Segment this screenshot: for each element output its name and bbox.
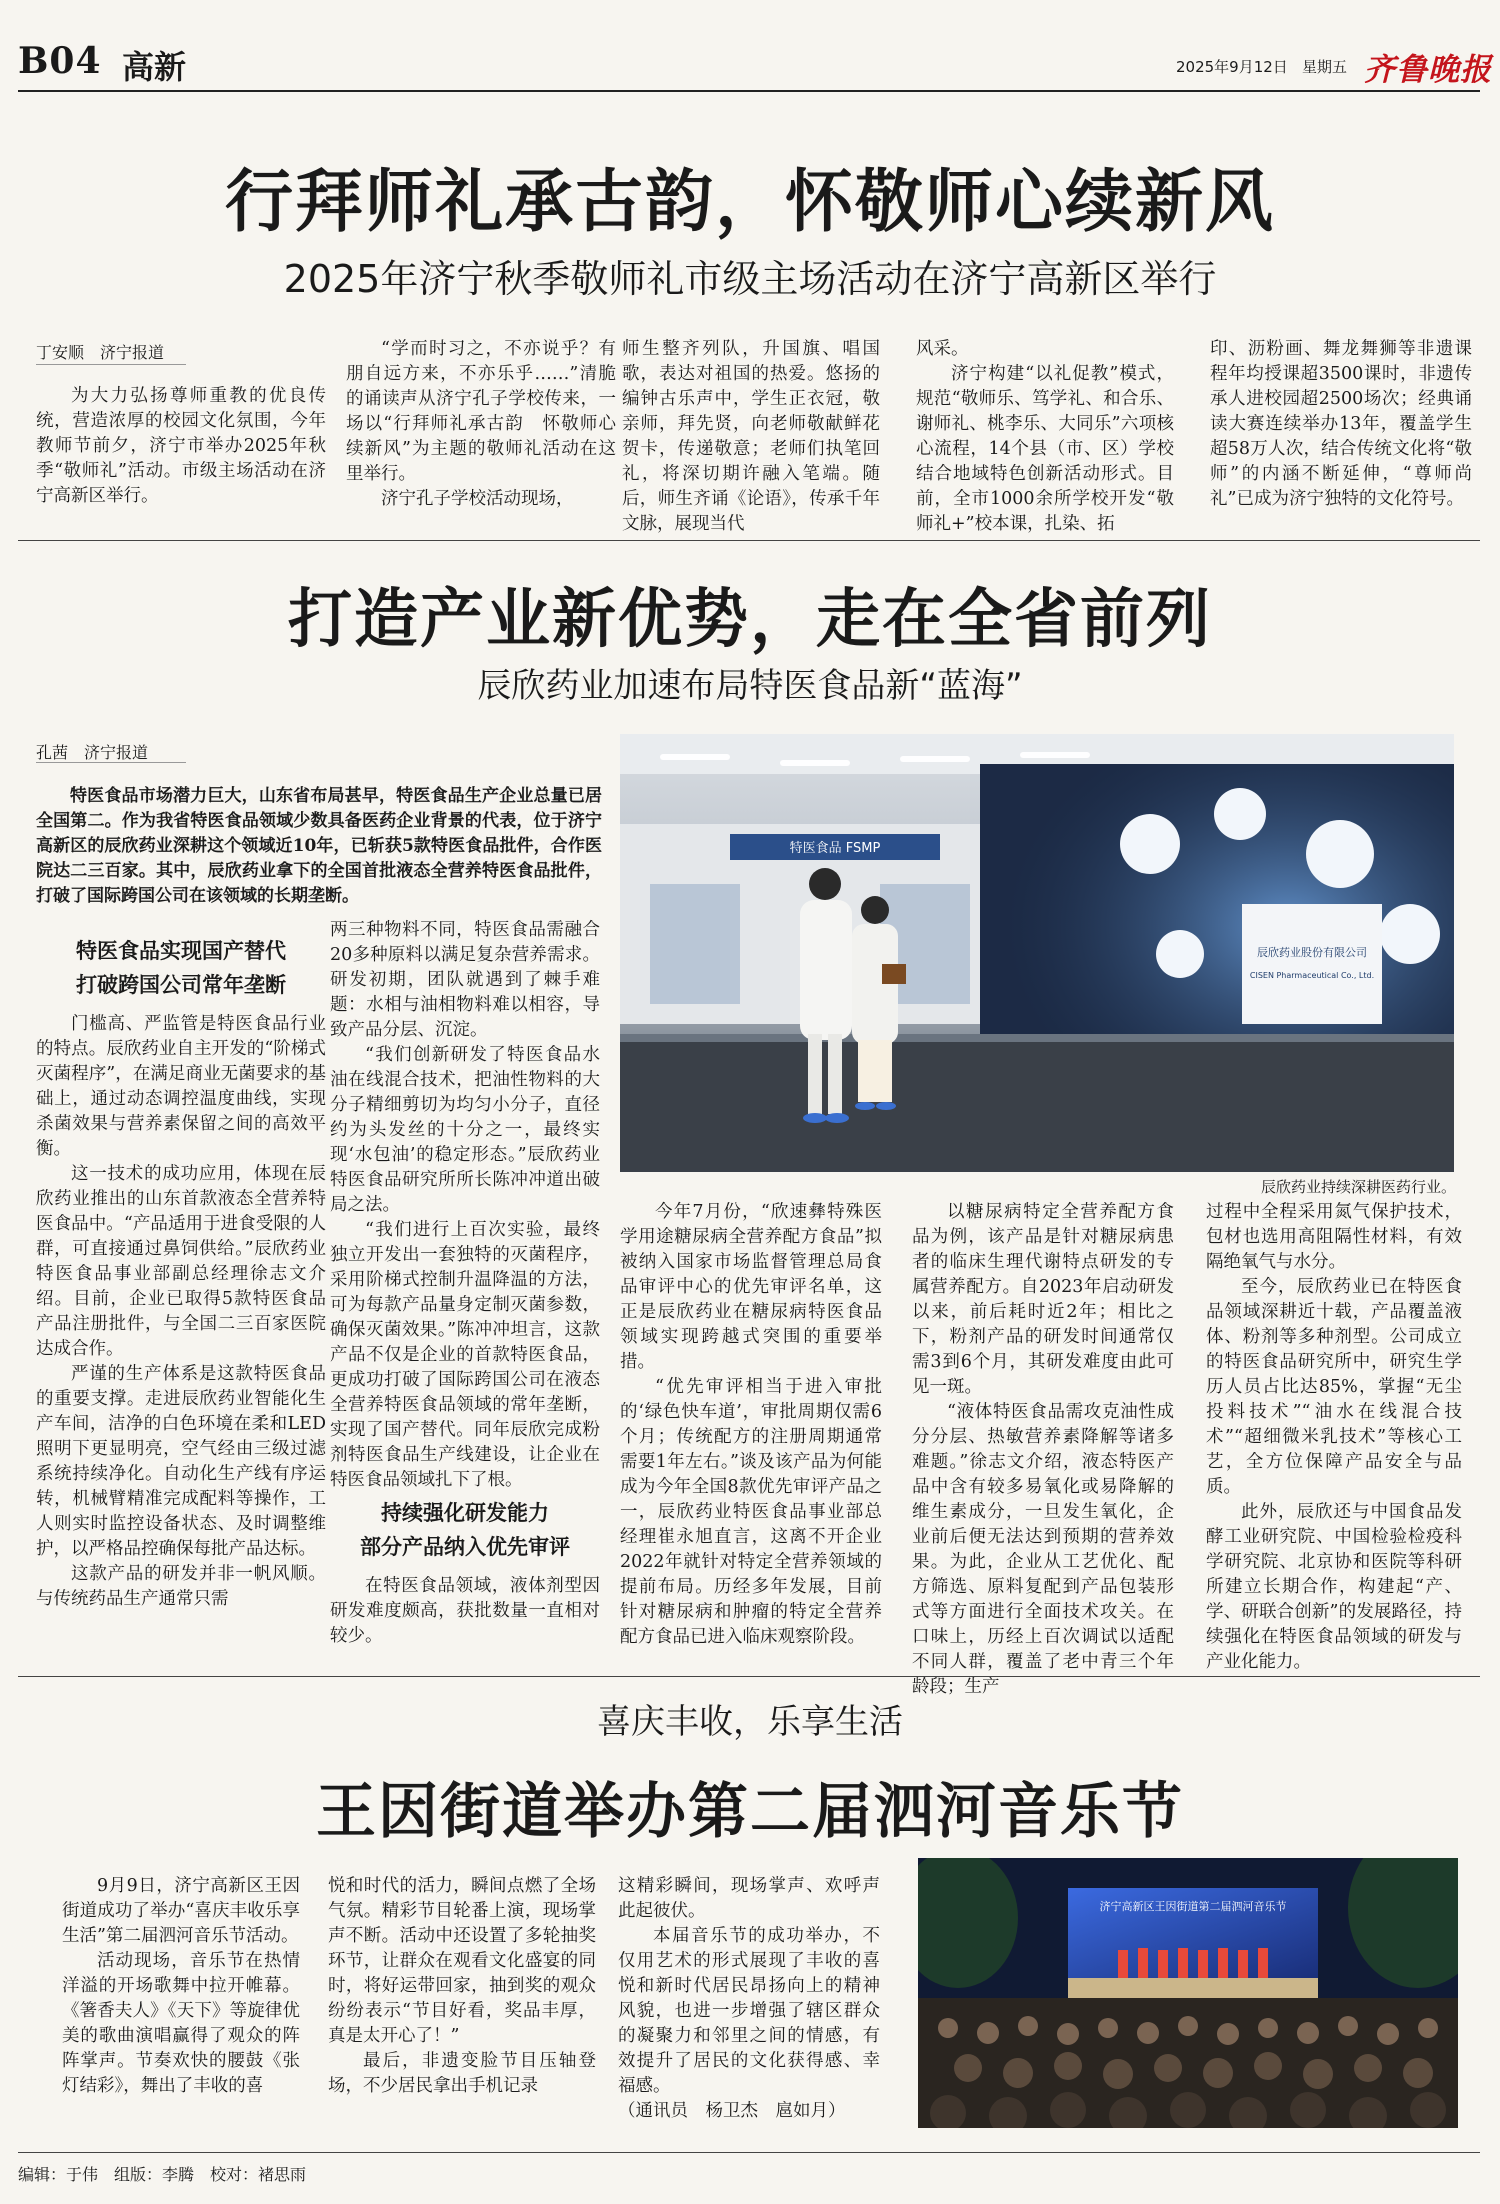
subhead2-line1: 持续强化研发能力	[381, 1500, 549, 1525]
panel-cn-label: 辰欣药业股份有限公司	[1257, 946, 1367, 959]
paragraph: 为大力弘扬尊师重教的优良传统，营造浓厚的校园文化氛围，今年教师节前夕，济宁市举办2025年秋季“敬师礼”活动。市级主场活动在济宁高新区举行。	[36, 386, 326, 506]
article2-subhead: 辰欣药业加速布局特医食品新“蓝海”	[477, 666, 1023, 706]
paragraph: 印、沥粉画、舞龙舞狮等非遗课程年均授课超3500课时，非遗传承人进校园超2500场次；经典诵读大赛连续举办13年，覆盖学生超58万人次，结合传统文化将“敬师”的内涵不断延伸，“尊师尚礼”已成为济宁独特的文化符号。	[1210, 339, 1472, 509]
article3-col3	[618, 1874, 880, 2124]
article2-subhead2	[330, 1496, 600, 1564]
subhead1-line1: 特医食品实现国产替代	[76, 938, 286, 963]
paragraph: 悦和时代的活力，瞬间点燃了全场气氛。精彩节目轮番上演，现场掌声不断。活动中还设置了多轮抽奖环节，让群众在观看文化盛宴的同时，将好运带回家，抽到奖的观众纷纷表示“节目好看，奖品丰厚，真是太开心了！”	[328, 1876, 596, 2046]
paragraph: 9月9日，济宁高新区王因街道成功了举办“喜庆丰收乐享生活”第二届泗河音乐节活动。	[62, 1876, 300, 1946]
article3-col2	[328, 1874, 596, 2099]
paragraph: 以糖尿病特定全营养配方食品为例，该产品是针对糖尿病患者的临床生理代谢特点研发的专属营养配方。自2023年启动研发以来，前后耗时近2年；相比之下，粉剂产品的研发时间通常仅需3到6个月，其研发难度由此可见一斑。	[912, 1202, 1174, 1397]
article3-headline: 王因街道举办第二届泗河音乐节	[316, 1777, 1184, 1847]
paragraph: 风采。	[916, 339, 969, 359]
article3-col1	[62, 1874, 300, 2099]
article2-bottom-rule	[18, 1676, 1480, 1677]
paragraph: 活动现场，音乐节在热情洋溢的开场歌舞中拉开帷幕。《箸香夫人》《天下》等旋律优美的歌曲演唱赢得了观众的阵阵掌声。节奏欢快的腰鼓《张灯结彩》，舞出了丰收的喜	[62, 1951, 300, 2096]
paragraph: 本届音乐节的成功举办，不仅用艺术的形式展现了丰收的喜悦和新时代居民昂扬向上的精神风貌，也进一步增强了辖区群众的凝聚力和邻里之间的情感，有效提升了居民的文化获得感、幸福感。	[618, 1926, 880, 2096]
paragraph: 这精彩瞬间，现场掌声、欢呼声此起彼伏。	[618, 1876, 880, 1921]
paragraph: 今年7月份，“欣速彝特殊医学用途糖尿病全营养配方食品”拟被纳入国家市场监督管理总局食品审评中心的优先审评名单，这正是辰欣药业在糖尿病特医食品领域实现跨越式突围的重要举措。	[620, 1202, 882, 1372]
article1-col3	[622, 337, 880, 537]
article2-colE	[1206, 1200, 1462, 1675]
article1-headline: 行拜师礼承古韵，怀敬师心续新风	[224, 162, 1275, 242]
paragraph: 济宁孔子学校活动现场，	[381, 489, 574, 509]
article2-colD	[912, 1200, 1174, 1700]
paper-logo: 齐鲁晚报	[1364, 52, 1492, 88]
article1-col1	[36, 384, 326, 509]
article2-byline: 孔茜 济宁报道	[36, 743, 149, 762]
article1-col4	[916, 337, 1174, 537]
paragraph: 在特医食品领域，液体剂型因研发难度颇高，获批数量一直相对较少。	[330, 1576, 600, 1646]
article2-headline: 打造产业新优势，走在全省前列	[288, 582, 1212, 657]
header-weekday: 星期五	[1302, 58, 1348, 76]
article1-byline-rule	[36, 364, 186, 365]
paragraph: 严谨的生产体系是这款特医食品的重要支撑。走进辰欣药业智能化生产车间，洁净的白色环境在柔和LED照明下更显明亮，空气经由三级过滤系统持续净化。自动化生产线有序运转，机械臂精准完成配料等操作，工人则实时监控设备状态、及时调整维护，以严格品控确保每批产品达标。	[36, 1364, 326, 1559]
article1-byline: 丁安顺 济宁报道	[36, 343, 165, 362]
paragraph: “液体特医食品需攻克油性成分分层、热敏营养素降解等诸多难题。”徐志文介绍，液态特医产品中含有较多易氧化或易降解的维生素成分，一旦发生氧化，企业前后便无法达到预期的营养效果。为此，企业从工艺优化、配方筛选、原料复配到产品包装形式等方面进行全面技术攻关。在口味上，历经上百次调试以适配不同人群，覆盖了老中青三个年龄段；生产	[912, 1402, 1174, 1697]
exhibit-banner-text: 特医食品 FSMP	[789, 841, 881, 856]
paragraph: “我们进行上百次实验，最终独立开发出一套独特的灭菌程序，采用阶梯式控制升温降温的方法，可为每款产品量身定制灭菌参数，确保灭菌效果。”陈冲冲坦言，这款产品不仅是企业的首款特医食品，更成功打破了国际跨国公司在液态全营养特医食品领域的常年垄断，实现了国产替代。同年辰欣完成粉剂特医食品生产线建设，让企业在特医食品领域扎下了根。	[330, 1220, 600, 1490]
page-code: B04	[18, 40, 102, 82]
reporters-credit: （通讯员 杨卫杰 扈如月）	[618, 2101, 846, 2121]
paragraph: “我们创新研发了特医食品水油在线混合技术，把油性物料的大分子精细剪切为均匀小分子，直径约为头发丝的十分之一，最终实现‘水包油’的稳定形态。”辰欣药业特医食品研究所所长陈冲冲道出破局之法。	[330, 1045, 600, 1215]
article2-lead: 特医食品市场潜力巨大，山东省布局甚早，特医食品生产企业总量已居全国第二。作为我省特医食品领域少数具备医药企业背景的代表，位于济宁高新区的辰欣药业深耕这个领域近10年，已斩获5款特医食品批件，合作医院达二三百家。其中，辰欣药业拿下的全国首批液态全营养特医食品批件，打破了国际跨国公司在该领域的长期垄断。	[36, 786, 602, 906]
subhead2-line2: 部分产品纳入优先审评	[360, 1534, 570, 1559]
article2-byline-rule	[36, 762, 186, 763]
footer-credits: 编辑：于伟 组版：李腾 校对：褚思雨	[18, 2165, 307, 2184]
article1-col2	[346, 337, 616, 512]
page-header	[0, 0, 1500, 92]
subhead1-line2: 打破跨国公司常年垄断	[76, 972, 286, 997]
article2-colA	[36, 1012, 326, 1612]
section-name: 高新	[122, 48, 187, 86]
concert-photo	[918, 1858, 1458, 2128]
article3-kicker: 喜庆丰收，乐享生活	[597, 1702, 903, 1742]
paragraph: “优先审评相当于进入审批的‘绿色快车道’，审批周期仅需6个月；传统配方的注册周期通常需要1年左右。”谈及该产品为何能成为今年全国8款优先审评产品之一，辰欣药业特医食品事业部总经理崔永旭直言，这离不开企业2022年就针对特定全营养领域的提前布局。历经多年发展，目前针对糖尿病和肿瘤的特定全营养配方食品已进入临床观察阶段。	[620, 1377, 882, 1647]
header-rule	[18, 90, 1480, 92]
footer-rule	[18, 2152, 1480, 2153]
article2-subhead1	[36, 934, 326, 1002]
paragraph: 两三种物料不同，特医食品需融合20多种原料以满足复杂营养需求。研发初期，团队就遇到了棘手难题：水相与油相物料难以相容，导致产品分层、沉淀。	[330, 920, 600, 1040]
article1-bottom-rule	[18, 540, 1480, 541]
photo-caption: 辰欣药业持续深耕医药行业。	[1260, 1178, 1456, 1196]
article2-colC	[620, 1200, 882, 1650]
panel-en-label: CISEN Pharmaceutical Co., Ltd.	[1249, 971, 1375, 980]
header-date: 2025年9月12日	[1176, 58, 1288, 76]
paragraph: 至今，辰欣药业已在特医食品领域深耕近十载，产品覆盖液体、粉剂等多种剂型。公司成立的特医食品研究所中，研究生学历人员占比达85%，掌握“无尘投料技术”“油水在线混合技术”“超细微米乳技术”等核心工艺，全方位保障产品安全与品质。	[1206, 1277, 1462, 1497]
stage-banner-text: 济宁高新区王因街道第二届泗河音乐节	[1099, 1900, 1287, 1913]
paragraph: 门槛高、严监管是特医食品行业的特点。辰欣药业自主开发的“阶梯式灭菌程序”，在满足商业无菌要求的基础上，通过动态调控温度曲线，实现杀菌效果与营养素保留之间的高效平衡。	[36, 1014, 326, 1159]
article2-colB-after	[330, 1574, 600, 1649]
paragraph: 此外，辰欣还与中国食品发酵工业研究院、中国检验检疫科学研究院、北京协和医院等科研所建立长期合作，构建起“产、学、研联合创新”的发展路径，持续强化在特医食品领域的研发与产业化能力。	[1206, 1502, 1462, 1672]
paragraph: 过程中全程采用氮气保护技术，包材也选用高阻隔性材料，有效隔绝氧气与水分。	[1206, 1202, 1462, 1272]
article1-subhead: 2025年济宁秋季敬师礼市级主场活动在济宁高新区举行	[283, 257, 1217, 301]
paragraph: 师生整齐列队，升国旗、唱国歌，表达对祖国的热爱。悠扬的编钟古乐声中，学生正衣冠，敬亲师，拜先贤，向老师敬献鲜花贺卡，传递敬意；老师们执笔回礼，将深切期许融入笔端。随后，师生齐诵《论语》，传承千年文脉，展现当代	[622, 339, 880, 534]
paragraph: “学而时习之，不亦说乎？有朋自远方来，不亦乐乎……”清脆的诵读声从济宁孔子学校传来，一场以“行拜师礼承古韵 怀敬师心续新风”为主题的敬师礼活动在这里举行。	[346, 339, 616, 484]
paragraph: 这款产品的研发并非一帆风顺。与传统药品生产通常只需	[36, 1564, 326, 1609]
article2-colB	[330, 918, 600, 1493]
paragraph: 这一技术的成功应用，体现在辰欣药业推出的山东首款液态全营养特医食品中。“产品适用于进食受限的人群，可直接通过鼻饲供给。”辰欣药业特医食品事业部副总经理徐志文介绍。目前，企业已取得5款特医食品产品注册批件，与全国二三百家医院达成合作。	[36, 1164, 326, 1359]
article1-col5	[1210, 337, 1472, 512]
pharma-exhibit-photo	[620, 734, 1454, 1172]
paragraph: 济宁构建“以礼促教”模式，规范“敬师乐、笃学礼、和合乐、谢师礼、桃李乐、大同乐”六项核心流程，14个县（市、区）学校结合地域特色创新活动形式。目前，全市1000余所学校开发“敬师礼+”校本课，扎染、拓	[916, 364, 1174, 534]
paragraph: 最后，非遗变脸节目压轴登场，不少居民拿出手机记录	[328, 2051, 596, 2096]
